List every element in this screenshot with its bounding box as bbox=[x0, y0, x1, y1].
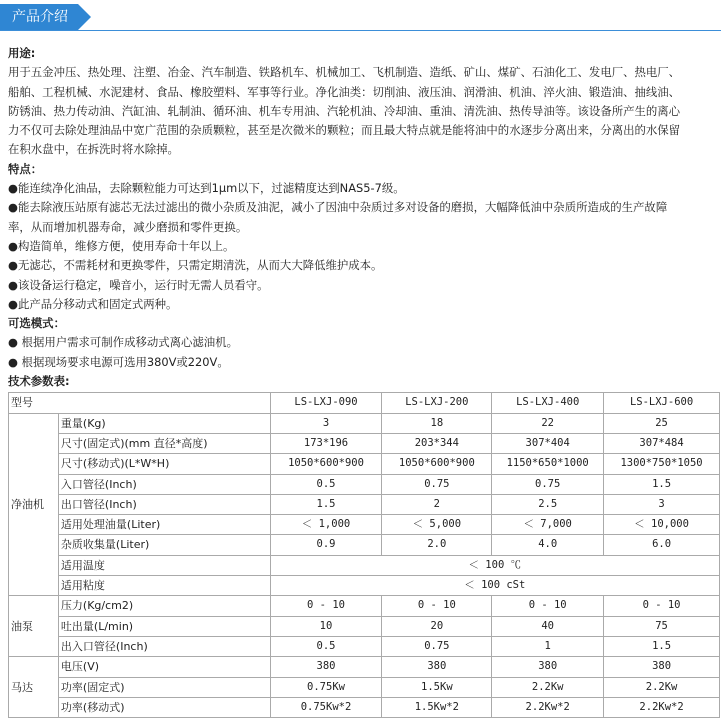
value-cell: 380 bbox=[270, 657, 382, 677]
value-cell: 307*484 bbox=[604, 433, 720, 453]
feature-line: ●能连续净化油品，去除颗粒能力可达到1μm以下，过滤精度达到NAS5-7级。 bbox=[8, 181, 405, 196]
value-cell: 1.5 bbox=[604, 636, 720, 656]
value-cell: 25 bbox=[604, 413, 720, 433]
feature-line: 率，从而增加机器寿命，减少磨损和零件更换。 bbox=[8, 219, 248, 234]
value-cell: 0.75 bbox=[382, 474, 492, 494]
value-cell: 307*404 bbox=[492, 433, 604, 453]
row-label: 吐出量(L/min) bbox=[58, 616, 270, 636]
table-row bbox=[9, 413, 720, 433]
value-cell: 2.0 bbox=[382, 535, 492, 555]
value-cell: 22 bbox=[492, 413, 604, 433]
value-cell: 40 bbox=[492, 616, 604, 636]
row-label: 电压(V) bbox=[58, 657, 270, 677]
table-row bbox=[9, 454, 720, 474]
value-cell: 1.5Kw*2 bbox=[382, 697, 492, 717]
value-cell: 380 bbox=[492, 657, 604, 677]
model-cell: LS-LXJ-600 bbox=[604, 393, 720, 413]
feature-line: ●该设备运行稳定，噪音小，运行时无需人员看守。 bbox=[8, 277, 269, 292]
table-row bbox=[9, 596, 720, 616]
table-row bbox=[9, 697, 720, 717]
value-cell: 2 bbox=[382, 494, 492, 514]
spec-table bbox=[8, 392, 720, 718]
value-cell: 75 bbox=[604, 616, 720, 636]
value-cell: 2.2Kw bbox=[492, 677, 604, 697]
value-cell: 1300*750*1050 bbox=[604, 454, 720, 474]
value-cell: ＜ 10,000 bbox=[604, 515, 720, 535]
table-row bbox=[9, 393, 720, 413]
feature-line: ●构造简单，维修方便，使用寿命十年以上。 bbox=[8, 238, 235, 253]
model-cell: LS-LXJ-200 bbox=[382, 393, 492, 413]
row-label: 适用粘度 bbox=[58, 576, 270, 596]
usage-line: 用于五金冲压、热处理、注塑、冶金、汽车制造、铁路机车、机械加工、飞机制造、造纸、矿山、煤矿、石油化工、发电厂、热电厂、 bbox=[8, 65, 681, 80]
row-label: 功率(固定式) bbox=[58, 677, 270, 697]
spec-heading: 技术参数表: bbox=[8, 374, 70, 389]
value-cell: ＜ 100 cSt bbox=[270, 576, 719, 596]
row-label: 杂质收集量(Liter) bbox=[58, 535, 270, 555]
model-cell: LS-LXJ-090 bbox=[270, 393, 382, 413]
feature-line: ●能去除液压站原有滤芯无法过滤出的微小杂质及油泥，减小了因油中杂质过多对设备的磨损，大幅降低油中杂质所造成的生产故障 bbox=[8, 200, 668, 215]
value-cell: 2.2Kw*2 bbox=[604, 697, 720, 717]
value-cell: ＜ 5,000 bbox=[382, 515, 492, 535]
value-cell: ＜ 1,000 bbox=[270, 515, 382, 535]
row-label: 尺寸(固定式)(mm 直径*高度) bbox=[58, 433, 270, 453]
table-row bbox=[9, 555, 720, 575]
row-label: 出入口管径(Inch) bbox=[58, 636, 270, 656]
usage-line: 在积水盘中，在拆洗时将水除掉。 bbox=[8, 142, 179, 157]
product-description bbox=[8, 44, 721, 718]
value-cell: 2.5 bbox=[492, 494, 604, 514]
table-row bbox=[9, 535, 720, 555]
table-row bbox=[9, 636, 720, 656]
product-intro-tab: 产品介绍 bbox=[0, 4, 78, 30]
value-cell: 1 bbox=[492, 636, 604, 656]
value-cell: 6.0 bbox=[604, 535, 720, 555]
feature-line: ●此产品分移动式和固定式两种。 bbox=[8, 296, 178, 311]
table-row bbox=[9, 515, 720, 535]
value-cell: 20 bbox=[382, 616, 492, 636]
value-cell: 380 bbox=[604, 657, 720, 677]
row-label: 适用温度 bbox=[58, 555, 270, 575]
usage-line: 力不仅可去除处理油品中宽广范围的杂质颗粒，甚至是次微米的颗粒；而且最大特点就是能将油中的水逐步分离出来，分离出的水保留 bbox=[8, 123, 681, 138]
features-heading: 特点： bbox=[8, 161, 43, 176]
table-row bbox=[9, 474, 720, 494]
options-heading: 可选模式： bbox=[8, 316, 65, 331]
value-cell: 0 - 10 bbox=[492, 596, 604, 616]
value-cell: 2.2Kw*2 bbox=[492, 697, 604, 717]
value-cell: 3 bbox=[270, 413, 382, 433]
table-row bbox=[9, 576, 720, 596]
header-divider bbox=[0, 30, 721, 31]
value-cell: 203*344 bbox=[382, 433, 492, 453]
value-cell: 1050*600*900 bbox=[270, 454, 382, 474]
value-cell: ＜ 100 ℃ bbox=[270, 555, 719, 575]
table-row bbox=[9, 657, 720, 677]
value-cell: 10 bbox=[270, 616, 382, 636]
value-cell: 173*196 bbox=[270, 433, 382, 453]
value-cell: 0 - 10 bbox=[382, 596, 492, 616]
value-cell: 18 bbox=[382, 413, 492, 433]
table-row bbox=[9, 677, 720, 697]
row-label: 适用处理油量(Liter) bbox=[58, 515, 270, 535]
row-label: 重量(Kg) bbox=[58, 413, 270, 433]
group-label-pump: 油泵 bbox=[9, 596, 59, 657]
value-cell: 1.5 bbox=[270, 494, 382, 514]
value-cell: 1050*600*900 bbox=[382, 454, 492, 474]
row-label: 功率(移动式) bbox=[58, 697, 270, 717]
value-cell: 0.75 bbox=[382, 636, 492, 656]
row-label: 尺寸(移动式)(L*W*H) bbox=[58, 454, 270, 474]
value-cell: ＜ 7,000 bbox=[492, 515, 604, 535]
row-label: 出口管径(Inch) bbox=[58, 494, 270, 514]
value-cell: 0.75 bbox=[492, 474, 604, 494]
group-label-purifier: 净油机 bbox=[9, 413, 59, 596]
value-cell: 0.5 bbox=[270, 474, 382, 494]
option-line: ● 根据现场要求电源可选用380V或220V。 bbox=[8, 354, 229, 369]
table-row bbox=[9, 433, 720, 453]
model-cell: LS-LXJ-400 bbox=[492, 393, 604, 413]
value-cell: 0.75Kw bbox=[270, 677, 382, 697]
value-cell: 1.5 bbox=[604, 474, 720, 494]
value-cell: 0.75Kw*2 bbox=[270, 697, 382, 717]
usage-line: 防锈油、热力传动油、汽缸油、轧制油、循环油、机车专用油、汽轮机油、冷却油、重油、清洗油、热传导油等。该设备所产生的离心 bbox=[8, 103, 681, 118]
section-header bbox=[0, 0, 727, 32]
value-cell: 1150*650*1000 bbox=[492, 454, 604, 474]
value-cell: 0 - 10 bbox=[270, 596, 382, 616]
value-cell: 3 bbox=[604, 494, 720, 514]
row-label: 压力(Kg/cm2) bbox=[58, 596, 270, 616]
feature-line: ●无滤芯，不需耗材和更换零件，只需定期清洗，从而大大降低维护成本。 bbox=[8, 258, 383, 273]
group-label-motor: 马达 bbox=[9, 657, 59, 718]
value-cell: 1.5Kw bbox=[382, 677, 492, 697]
option-line: ● 根据用户需求可制作成移动式离心滤油机。 bbox=[8, 335, 238, 350]
value-cell: 0.9 bbox=[270, 535, 382, 555]
usage-heading: 用途: bbox=[8, 46, 36, 60]
value-cell: 380 bbox=[382, 657, 492, 677]
table-row bbox=[9, 494, 720, 514]
value-cell: 0 - 10 bbox=[604, 596, 720, 616]
model-label: 型号 bbox=[9, 393, 271, 413]
value-cell: 0.5 bbox=[270, 636, 382, 656]
value-cell: 4.0 bbox=[492, 535, 604, 555]
value-cell: 2.2Kw bbox=[604, 677, 720, 697]
table-row bbox=[9, 616, 720, 636]
usage-line: 船舶、工程机械、水泥建材、食品、橡胶塑料、军事等行业。净化油类：切削油、液压油、润滑油、机油、淬火油、锻造油、抽线油、 bbox=[8, 84, 681, 99]
row-label: 入口管径(Inch) bbox=[58, 474, 270, 494]
